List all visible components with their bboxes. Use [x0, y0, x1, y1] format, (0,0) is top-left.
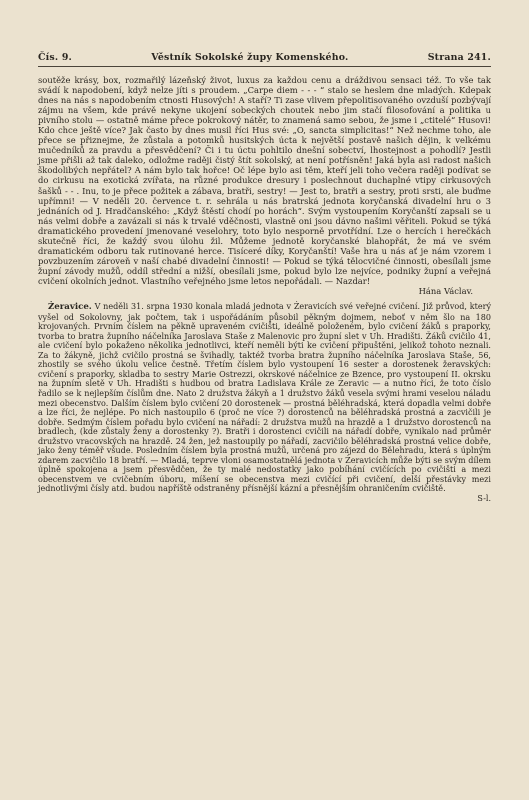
article-text: soutěže krásy, box, rozmařilý lázeňský život, luxus za každou cenu a dráždivou sensaci též. To vše tak svádí k napodobení, když nelze jíti s proudem. „Carpe diem - - - “ stalo se heslem dne mladých. Kdepak dnes na nás s napodobením ctnosti Husových! A staří? Ti zase vlivem přepolitisovaného ovzduší pozbývají zájmu na všem, kde právě nekyne ukojení sobeckých choutek nebo jim stačí filosofování a politika u pivního stolu — ostatně máme přece pokrokový nátěr, to znamená samo sebou, že jsme i „ctitelé“ Husovi! Kdo chce ještě více? Jak často by dnes musil říci Hus své: „O, sancta simplicitas!“ Než nechme toho, ale přece se přiznejme, že zůstala a potomků husitských úcta k největší postavě našich dějin, k velkému mučedníků za pravdu a přesvědčení? Či i tu úctu pohltilo dnešní sobectví, lhostejnost a pohodlí? Jestli jsme přišli až tak daleko, odložme raději čistý štít sokolský, at není potřísněn! Jaká byla asi radost našich škodolibých nepřátel? A nám bylo tak hořce! Oč lépe bylo asi těm, kteří jeli toho večera raději podívat se do cirkusu na exotická zvířata, na různé produkce dresury i poslechnout duchaplné vtipy cirkusových šašků - - . Inu, to je přece požitek a zábava, bratři, sestry! — Jest to, bratři a sestry, proti srsti, ale buďme upřímni! — V neděli 20. července t. r. sehrála u nás bratrská jednota koryčanská divadelní hru o 3 jednáních od J. Hradčanského: „Když štěstí chodí po horách“. Svým vystoupením Koryčanští zapsali se u nás velmi dobře a zavázali si nás k trvalé vděčnosti, vlastně oni jsou dávno našimi věřiteli. Pokud se týká dramatického provedení jmenované veselohry, toto bylo nesporně prvotřídní. Lze o hercích i herečkách skutečně říci, že každý svou úlohu žil. Můžeme jednotě koryčanské blahopřát, že má ve svém dramatickém odboru tak rutinované herce. Tisíceré díky, Koryčanští! Vaše hra u nás ať je nám vzorem i povzbuzením zároveň v naší chabé divadelní činnosti! — Pokud se týká tělocvičné činnosti, obesílali jsme župní závody mužů, oddíl střední a nižší, obesílali jsme, pokud bylo lze nejvíce, podniky župní a veřejná cvičení okolních jednot. Vlastního veřejného jsme letos nepořádali. — Nazdar! — [38, 75, 491, 286]
report-text — [38, 302, 491, 494]
publication-title: Věstník Sokolské župy Komenského. — [151, 52, 349, 63]
report-body: V neděli 31. srpna 1930 konala mladá jednota v Żeravicích své veřejné cvičení. Již průvod, který vyšel od Sokolovny, jak počtem, tak i uspořádáním působil pěkným dojmem, neboť v něm šlo na 180 krojovaných. Prvním číslem na pěkně upraveném cvičišti, ideálně položeném, bylo cvičení žáků s praporky, tvorba to bratra župního náčelníka Jaroslava Staše z Malenovic pro župní slet v Uh. Hradišti. Žáků cvičilo 41, ale cvičení bylo pokaženo několika jednotlivci, kteří neměli býti ke cvičení připuštěni, jelikož tohoto neznali. Za to žákyně, jichž cvičilo prostná se švihadly, taktéž tvorba bratra župního náčelníka Jaroslava Staše, 56, zhostily se svého úkolu velice čestně. Třetím číslem bylo vystoupení 16 sester a dorostenek žeravských: cvičení s praporky, skladba to sestry Marie Ostrezzi, okrskové náčelnice ze Bzence, pro vystoupení II. okrsku na župním sletě v Uh. Hradišti s hudbou od bratra Ladislava Krále ze Żeravic — a nutno říci, že toto číslo řadilo se k nejlepším číslům dne. Nato 2 družstva žákyň a 1 družstvo žáků vesela svými hrami veselou náladu mezi obecenstvo. Dalším číslem bylo cvičení 20 dorostenek — prostná běléhradská, která dopadla velmi dobře a lze říci, že nejlépe. Po nich nastoupilo 6 (proč ne více ?) dorostenců na běléhradská prostná a zacvičili je dobře. Sedmým číslem pořadu bylo cvičení na nářadí: 2 družstva mužů na hrazdě a 1 družstvo dorostenců na bradlech, (kde zůstaly ženy a dorostenky ?). Bratři i dorostenci cvičili na nářadí dobře, vynikalo nad průměr družstvo vracovských na hrazdě. 24 žen, jež nastoupily po nářadí, zacvičilo běléhradská prostná velice dobře, jako ženy téměř všude. Posledním číslem byla prostná mužů, určená pro zájezd do Bělehradu, která s úplným zdarem zacvičilo 18 bratří. — Mladá, teprve vloni osamostatnělá jednota v Żeravicích může býti se svým dílem úplně spokojena a jsem přesvědčen, že ty malé nedostatky jako pobíhání cvičících po cvičišti a mezi obecenstvem ve cvičebním úboru, míšení se obecenstva mezi cvičící při cvičení, delší přestávky mezi jednotlivými čísly atd. budou napříště odstraněny přísnější kázní a přesnějším ohraničením cvičiště. — [38, 302, 491, 494]
signature: Hána Václav. — [418, 285, 473, 296]
signature-line — [38, 286, 491, 296]
town-heading: Żeravice. — [48, 302, 92, 313]
page-header — [38, 52, 491, 67]
report-author: S-l. — [477, 493, 491, 503]
page-number: Strana 241. — [427, 52, 491, 63]
issue-number: Čís. 9. — [38, 52, 73, 63]
